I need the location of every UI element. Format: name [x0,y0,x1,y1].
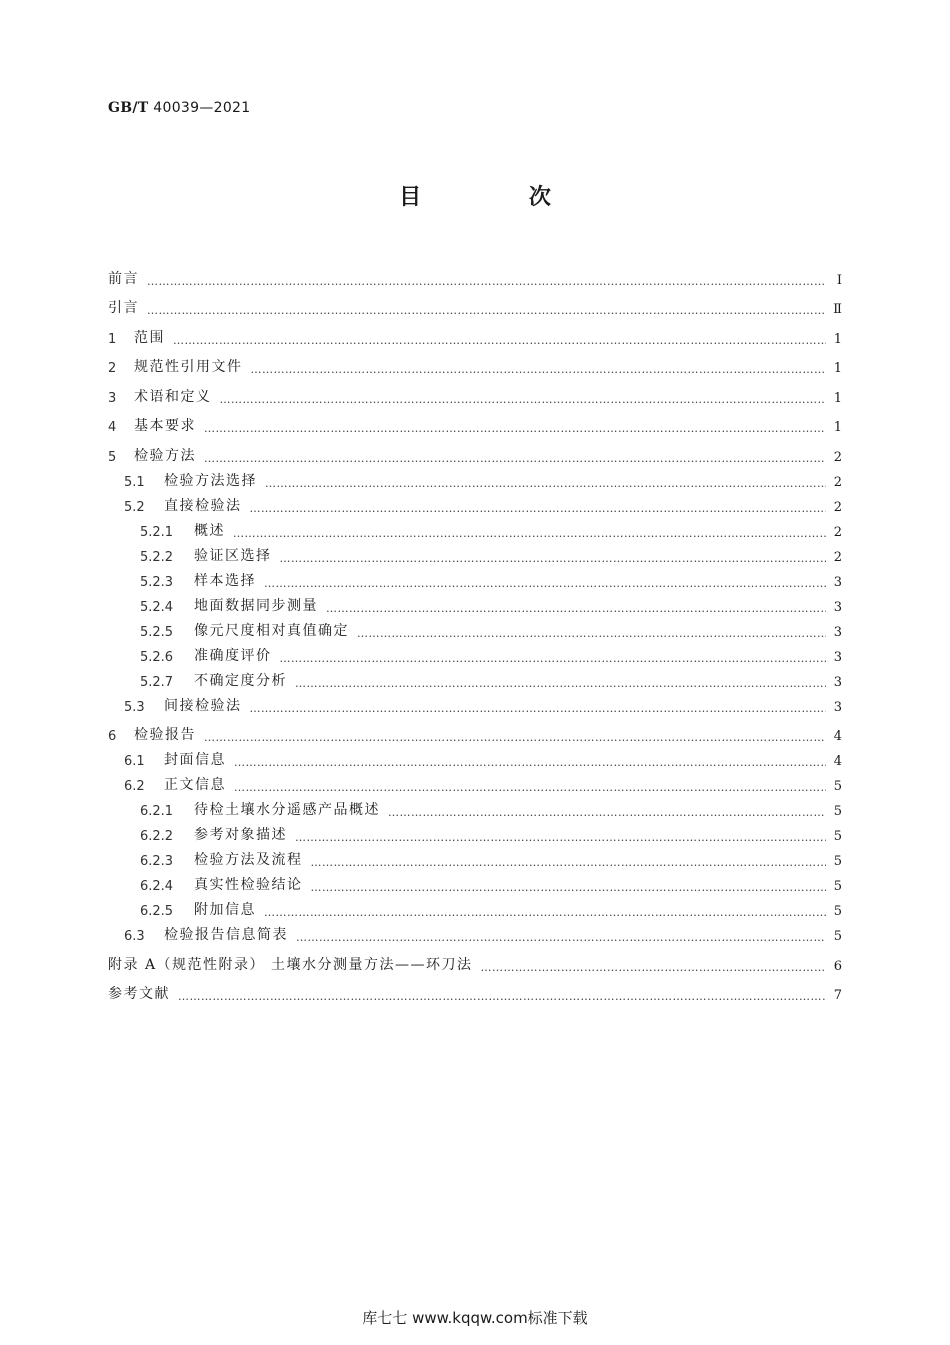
toc-entry[interactable] [108,640,842,665]
toc-leader-dots [280,652,827,665]
toc-entry[interactable] [108,844,842,869]
toc-entry-page: Ⅰ [836,272,842,288]
toc-entry-number: 6.3 [124,929,145,944]
toc-entry-label: 参考对象描述 [194,827,287,843]
toc-leader-dots [265,477,826,490]
toc-entry-label: 检验方法选择 [164,472,257,489]
page-title: 目 次 [399,185,601,210]
toc-entry-label: 附录 A（规范性附录） 土壤水分测量方法——环刀法 [108,956,473,973]
toc-entry-page: 3 [833,674,842,690]
toc-entry-page: 2 [833,549,842,565]
toc-entry[interactable] [108,565,842,590]
table-of-contents [108,258,842,1003]
toc-entry-number: 5.2.4 [140,599,174,615]
toc-entry-number: 5.1 [124,474,145,490]
toc-entry[interactable] [108,894,842,919]
toc-leader-dots [250,702,827,715]
toc-leader-dots [204,452,826,465]
toc-entry-number: 5.3 [124,699,145,715]
toc-entry-number: 6.2 [124,779,145,794]
toc-entry[interactable] [108,944,842,974]
toc-entry-page: 5 [833,804,842,819]
toc-entry-label: 间接检验法 [164,697,242,714]
toc-leader-dots [326,602,826,615]
toc-entry-label: 基本要求 [134,418,196,434]
toc-leader-dots [204,422,826,435]
toc-entry-page: 3 [833,649,842,665]
toc-entry-label: 准确度评价 [194,647,272,664]
toc-entry-number: 5.2.7 [140,674,174,690]
toc-entry-page: 5 [833,779,842,794]
toc-entry-number: 6.2.5 [140,904,174,919]
toc-leader-dots [295,677,826,690]
toc-entry-label: 正文信息 [164,777,226,793]
toc-entry-page: 2 [833,449,842,465]
toc-entry-label: 检验方法及流程 [194,852,303,868]
toc-entry[interactable] [108,406,842,436]
toc-entry-label: 术语和定义 [134,388,212,405]
toc-leader-dots [357,627,826,640]
toc-entry-label: 待检土壤水分遥感产品概述 [194,802,380,818]
toc-leader-dots [295,831,826,844]
toc-entry-page: 5 [833,829,842,844]
toc-entry-label: 地面数据同步测量 [194,597,318,614]
toc-entry-number: 5.2.2 [140,549,174,565]
toc-entry-label: 检验方法 [134,447,196,464]
toc-entry[interactable] [108,376,842,406]
toc-entry-label: 范围 [134,329,165,346]
toc-entry[interactable] [108,869,842,894]
toc-entry-number: 2 [108,361,117,376]
toc-entry-page: 5 [833,854,842,869]
toc-entry-label: 引言 [108,300,139,316]
toc-leader-dots [280,552,827,565]
toc-entry-label: 验证区选择 [194,547,272,564]
toc-entry-label: 真实性检验结论 [194,877,303,893]
toc-entry-page: 4 [833,754,842,769]
toc-entry-number: 3 [108,390,117,406]
toc-entry-number: 6 [108,729,117,744]
toc-entry-page: 3 [833,599,842,615]
toc-entry[interactable] [108,974,842,1004]
toc-leader-dots [251,363,827,376]
toc-leader-dots [147,304,826,317]
toc-entry[interactable] [108,919,842,944]
toc-entry-page: 1 [833,390,842,406]
toc-leader-dots [173,334,826,347]
toc-entry-page: 4 [833,729,842,744]
toc-entry-page: 5 [833,929,842,944]
toc-leader-dots [311,856,827,869]
toc-entry[interactable] [108,540,842,565]
toc-entry-page: 6 [833,958,842,974]
standard-number: 40039—2021 [153,100,251,116]
footer-watermark: 库七七 www.kqqw.com标准下载 [362,1309,588,1327]
toc-entry-page: Ⅱ [833,302,842,317]
toc-leader-dots [234,756,826,769]
toc-entry[interactable] [108,288,842,318]
toc-entry-page: 3 [833,699,842,715]
toc-entry-number: 1 [108,331,117,347]
toc-entry[interactable] [108,794,842,819]
toc-entry-label: 样本选择 [194,572,256,589]
toc-entry[interactable] [108,258,842,288]
toc-leader-dots [264,577,826,590]
toc-entry-page: 1 [833,361,842,376]
toc-entry-page: 2 [833,474,842,490]
toc-entry[interactable] [108,665,842,690]
toc-leader-dots [250,502,827,515]
toc-entry-label: 前言 [108,270,139,287]
toc-leader-dots [147,275,826,288]
toc-entry-page: 2 [833,524,842,540]
toc-leader-dots [204,731,826,744]
toc-entry[interactable] [108,317,842,347]
toc-entry-label: 检验报告信息简表 [164,927,288,943]
toc-entry-page: 5 [833,904,842,919]
toc-entry-number: 5.2.5 [140,624,174,640]
toc-entry-label: 不确定度分析 [194,672,287,689]
standard-code [108,100,250,116]
toc-leader-dots [296,931,826,944]
toc-entry-number: 5.2.3 [140,574,174,590]
toc-entry-label: 规范性引用文件 [134,359,243,375]
toc-leader-dots [178,990,826,1003]
toc-entry[interactable] [108,515,842,540]
standard-prefix: GB/T [108,100,149,116]
toc-leader-dots [481,961,826,974]
toc-leader-dots [264,906,826,919]
toc-entry-number: 5.2 [124,499,145,515]
toc-entry-label: 附加信息 [194,902,256,918]
toc-entry[interactable] [108,819,842,844]
toc-entry-number: 5 [108,449,117,465]
toc-entry-label: 直接检验法 [164,497,242,514]
toc-entry[interactable] [108,590,842,615]
toc-entry-page: 1 [833,331,842,347]
toc-leader-dots [388,806,826,819]
toc-entry[interactable] [108,490,842,515]
toc-entry-number: 5.2.6 [140,649,174,665]
toc-entry-number: 6.1 [124,754,145,769]
toc-entry-label: 封面信息 [164,752,226,768]
toc-entry[interactable] [108,347,842,377]
toc-entry-page: 3 [833,574,842,590]
toc-leader-dots [233,527,826,540]
toc-entry-label: 像元尺度相对真值确定 [194,622,349,639]
toc-leader-dots [234,781,826,794]
toc-leader-dots [311,881,827,894]
toc-entry-number: 6.2.1 [140,804,174,819]
toc-entry-label: 检验报告 [134,727,196,743]
toc-entry[interactable] [108,690,842,715]
toc-entry-page: 5 [833,879,842,894]
toc-entry[interactable] [108,769,842,794]
toc-entry-number: 6.2.3 [140,854,174,869]
toc-entry-number: 4 [108,420,117,435]
toc-leader-dots [220,393,827,406]
toc-entry-page: 2 [833,499,842,515]
toc-entry[interactable] [108,744,842,769]
toc-entry-page: 3 [833,624,842,640]
toc-entry[interactable] [108,615,842,640]
toc-entry-page: 1 [833,420,842,435]
toc-entry[interactable] [108,435,842,465]
toc-entry-number: 6.2.2 [140,829,174,844]
toc-entry[interactable] [108,715,842,745]
toc-entry-label: 参考文献 [108,986,170,1002]
toc-entry-number: 5.2.1 [140,524,174,540]
toc-entry-number: 6.2.4 [140,879,174,894]
toc-entry-page: 7 [833,988,842,1003]
toc-entry[interactable] [108,465,842,490]
toc-entry-label: 概述 [194,522,225,539]
